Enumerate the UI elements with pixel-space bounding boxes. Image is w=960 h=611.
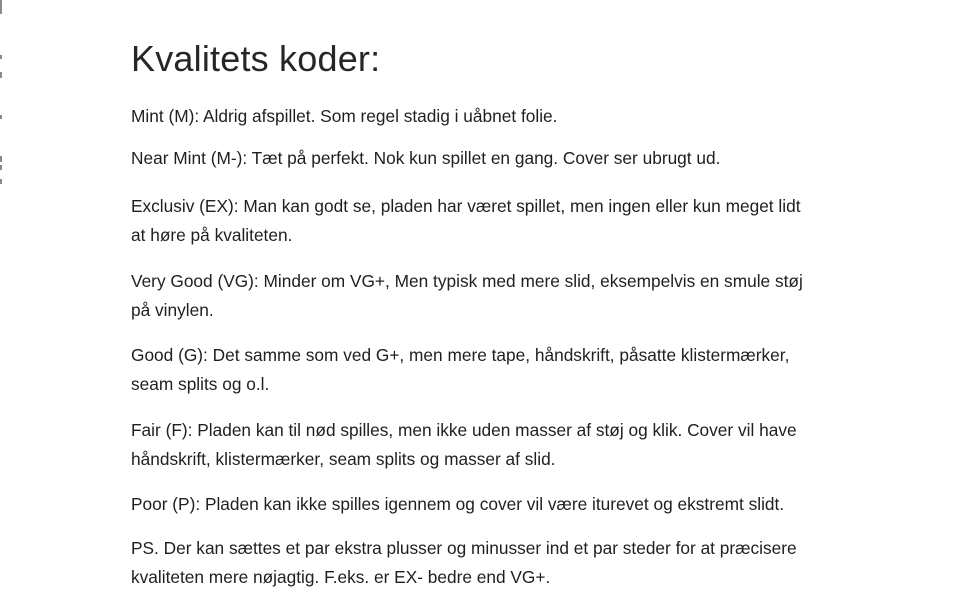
quality-entry-good [131,341,789,399]
entry-text: Exclusiv (EX): Man kan godt se, pladen har været spillet, men ingen eller kun meget lidt [131,196,801,216]
quality-entry-exclusiv [131,192,801,250]
entry-text: Mint (M): Aldrig afspillet. Som regel stadig i uåbnet folie. [131,106,558,126]
quality-entry-very-good [131,267,803,325]
entry-text: Poor (P): Pladen kan ikke spilles igennem og cover vil være iturevet og ekstremt slidt. [131,494,785,514]
postscript-note [131,534,797,592]
scan-edge-mark [0,115,2,119]
scan-edge-mark [0,72,2,78]
quality-entry-poor [131,490,784,519]
scan-edge-mark [0,165,2,170]
quality-entry-fair [131,416,797,474]
quality-entry-mint [131,102,557,131]
entry-text: Fair (F): Pladen kan til nød spilles, men ikke uden masser af støj og klik. Cover vil have [131,420,797,440]
entry-text: Very Good (VG): Minder om VG+, Men typisk med mere slid, eksempelvis en smule støj [131,271,803,291]
scan-edge-mark [0,156,2,162]
entry-text: seam splits og o.l. [131,374,270,394]
document-title: Kvalitets koder: [131,38,381,79]
entry-text: håndskrift, klistermærker, seam splits og masser af slid. [131,449,556,469]
scan-edge-mark [0,179,2,184]
entry-text: kvaliteten mere nøjagtig. F.eks. er EX- bedre end VG+. [131,567,551,587]
entry-text: Near Mint (M-): Tæt på perfekt. Nok kun spillet en gang. Cover ser ubrugt ud. [131,148,721,168]
entry-text: Good (G): Det samme som ved G+, men mere tape, håndskrift, påsatte klistermærker, [131,345,790,365]
scan-edge-mark [0,55,2,59]
quality-entry-near-mint [131,144,720,173]
entry-text: PS. Der kan sættes et par ekstra plusser og minusser ind et par steder for at præcisere [131,538,797,558]
entry-text: på vinylen. [131,300,214,320]
entry-text: at høre på kvaliteten. [131,225,293,245]
scan-edge-mark [0,0,2,14]
